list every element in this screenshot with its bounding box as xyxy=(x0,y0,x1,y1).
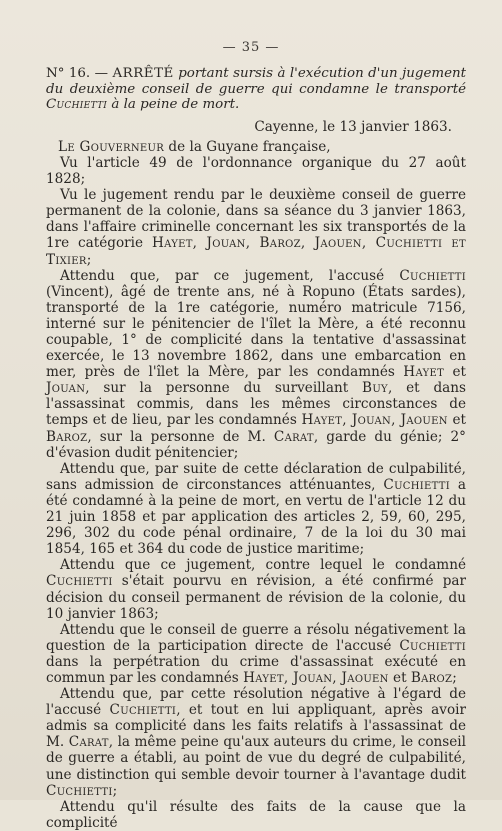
paragraph-7: Attendu que, par cette résolution négative à l'égard de l'accusé Cuchietti, et tout en lui appliquant, après avoir admis sa complicité dans les faits relatifs à l'assassinat de M. Carat, la même peine qu'aux auteurs du crime, le conseil de guerre a établi, au point de vue du degré de culpabilité, une distinction qui semble devoir tourner à l'avantage dudit Cuchietti; xyxy=(46,686,466,799)
paragraph-8: Attendu qu'il résulte des faits de la cause que la complicité xyxy=(46,798,466,831)
defendant-names: Hayet, Jouan, Baroz, Jaouen, Cuchietti et Tixier xyxy=(46,235,466,268)
document-body xyxy=(46,66,466,831)
paragraph-6: Attendu que le conseil de guerre a résolu négativement la question de la participation directe de l'accusé Cuchietti dans la perpétration du crime d'assassinat exécuté en commun par les condamnés Hayet, Jouan, Jaouen et Baroz; xyxy=(46,621,466,686)
heading-name: Cuchietti xyxy=(46,97,108,113)
page-number: — 35 — xyxy=(222,40,280,55)
governor-title: Le Gouverneur xyxy=(58,138,165,155)
opening-line: Le Gouverneur de la Guyane française, xyxy=(58,138,331,155)
paragraph-2: Vu le jugement rendu par le deuxième conseil de guerre permanent de la colonie, dans sa séance du 3 janvier 1863, dans l'affaire criminelle concernant les six transportés de la 1re catégorie Hayet, Jouan, Baroz, Jaouen, Cuchietti et Tixier; xyxy=(46,187,466,268)
arrete-heading: N° 16. — ARRÊTÉ portant sursis à l'exécution d'un jugement du deuxième conseil de guerre qui condamne le transporté Cuchietti à la peine de mort. xyxy=(46,66,467,113)
dateline: Cayenne, le 13 janvier 1863. xyxy=(254,118,452,135)
paragraph-5: Attendu que ce jugement, contre lequel le condamné Cuchietti s'était pourvu en révision, a été confirmé par décision du conseil permanent de révision de la colonie, du 10 janvier 1863; xyxy=(46,557,466,622)
paragraph-4: Attendu que, par suite de cette déclaration de culpabilité, sans admission de circonstances atténuantes, Cuchietti a été condamné à la peine de mort, en vertu de l'article 12 du 21 juin 1858 et par application des articles 2, 59, 60, 295, 296, 302 du code pénal ordinaire, 7 de la loi du 30 mai 1854, 165 et 364 du code de justice maritime; xyxy=(46,460,466,558)
paragraph-1: Vu l'article 49 de l'ordonnance organique du 27 août 1828; xyxy=(46,154,466,188)
arrete-number: N° 16. xyxy=(46,66,91,81)
arrete-keyword: ARRÊTÉ xyxy=(112,66,174,81)
paragraph-3: Attendu que, par ce jugement, l'accusé Cuchietti (Vincent), âgé de trente ans, né à Ropuno (États sardes), transporté de la 1re catégorie, numéro matricule 7156, interné sur le pénitencier de l'îlet la Mère, a été reconnu coupable, 1° de complicité dans la tentative d'assassinat exercée, le 13 novembre 1862, dans une embarcation en mer, près de l'îlet la Mère, par les condamnés Hayet et Jouan, sur la personne du surveillant Buy, et dans l'assassinat commis, dans les mêmes circonstances de temps et de lieu, par les condamnés Hayet, Jouan, Jaouen et Baroz, sur la personne de M. Carat, garde du génie; 2° d'évasion dudit pénitencier; xyxy=(46,267,466,461)
